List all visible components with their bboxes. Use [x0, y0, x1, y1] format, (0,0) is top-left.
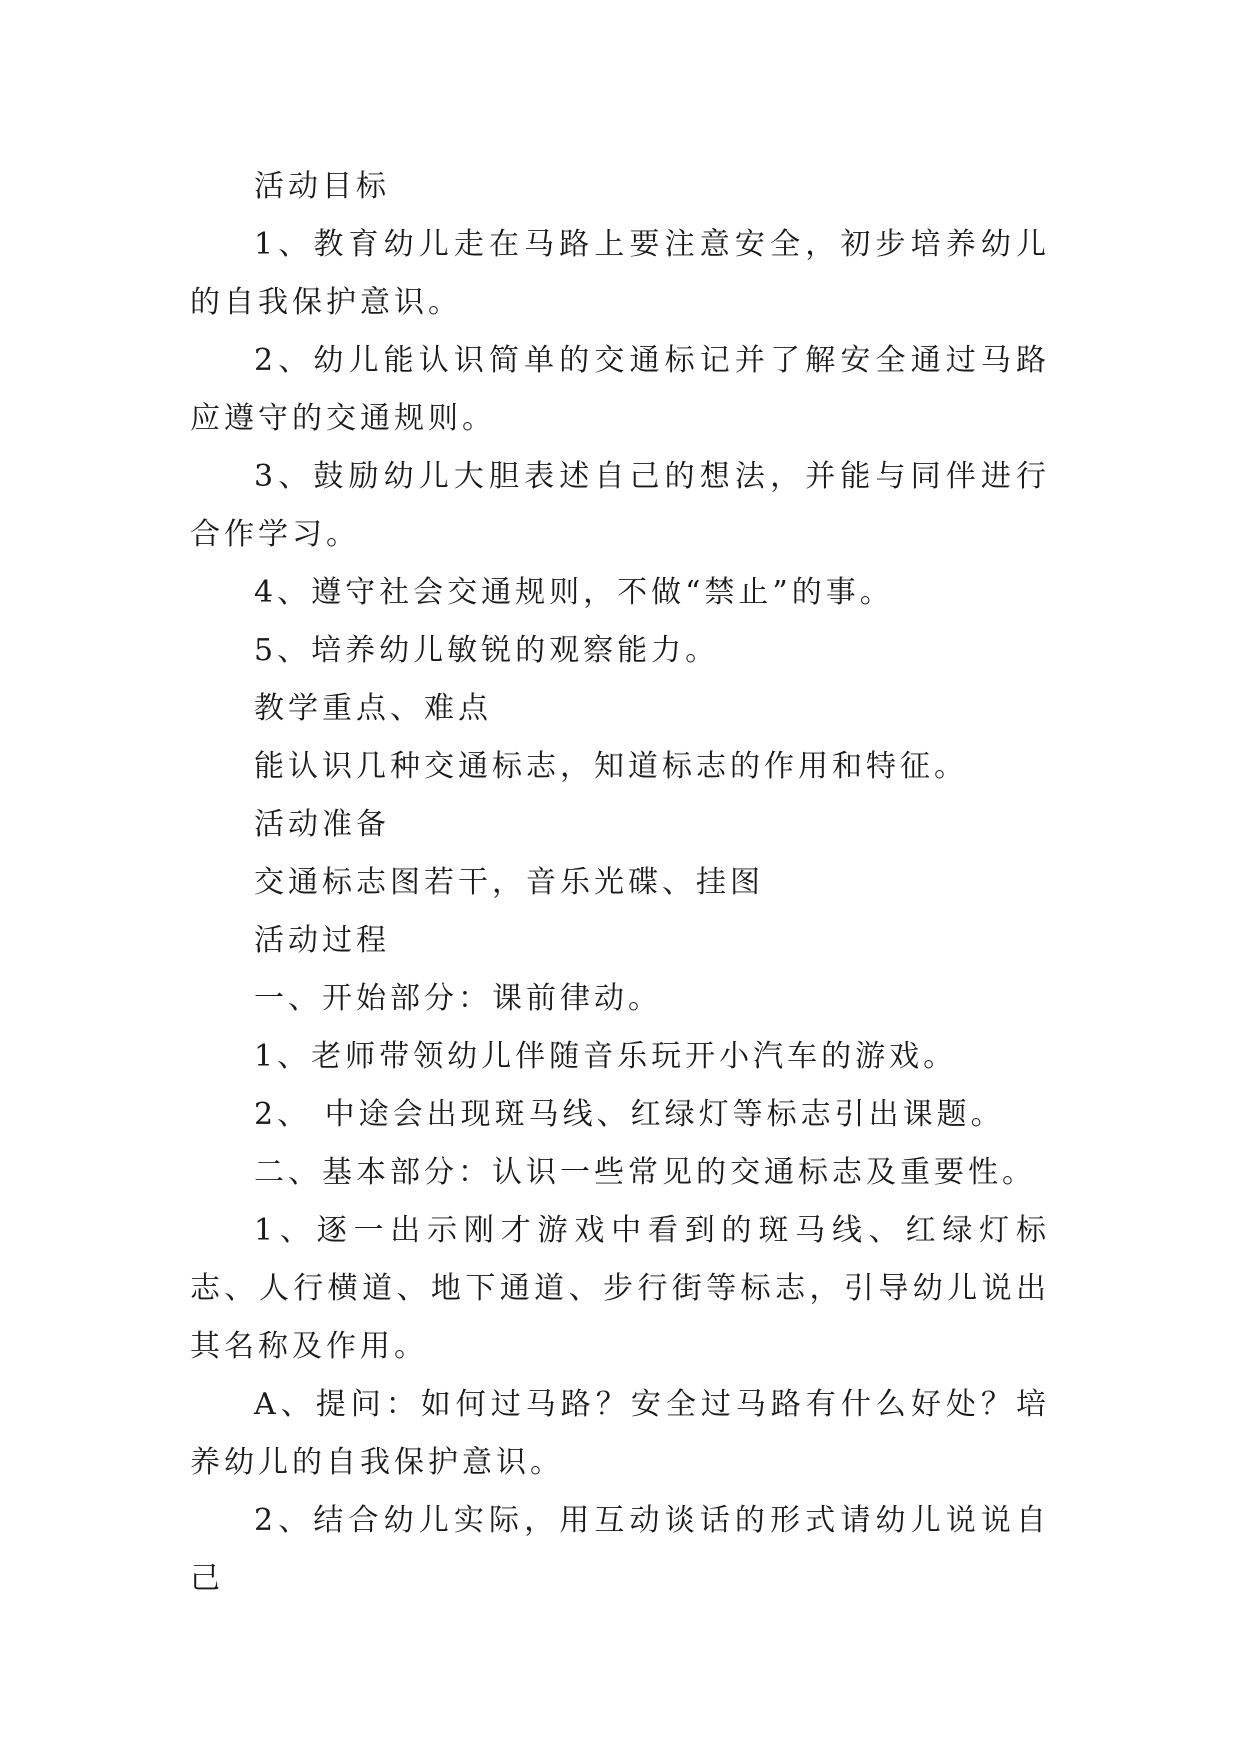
paragraph-goal-2: 2、幼儿能认识简单的交通标记并了解安全通过马路应遵守的交通规则。 [190, 343, 1050, 436]
paragraph-part-2-question-a: A、提问：如何过马路？安全过马路有什么好处？培养幼儿的自我保护意识。 [190, 1387, 1050, 1480]
section-heading-process: 活动过程 [254, 923, 390, 958]
section-heading-key-points: 教学重点、难点 [254, 691, 492, 726]
paragraph-part-1-step-2: 2、 中途会出现斑马线、红绿灯等标志引出课题。 [254, 1097, 1005, 1132]
paragraph-goal-1: 1、教育幼儿走在马路上要注意安全，初步培养幼儿的自我保护意识。 [190, 227, 1050, 320]
section-heading-preparation: 活动准备 [254, 807, 390, 842]
paragraph-goal-3: 3、鼓励幼儿大胆表述自己的想法，并能与同伴进行合作学习。 [190, 459, 1050, 552]
paragraph-part-1-title: 一、开始部分：课前律动。 [254, 981, 662, 1016]
paragraph-part-2-title: 二、基本部分：认识一些常见的交通标志及重要性。 [254, 1155, 1036, 1190]
document-body [190, 158, 1050, 1608]
paragraph-part-2-step-2: 2、结合幼儿实际，用互动谈话的形式请幼儿说说自己 [190, 1503, 1050, 1596]
section-heading-goals: 活动目标 [254, 169, 390, 204]
paragraph-goal-4: 4、遵守社会交通规则，不做“禁止”的事。 [254, 575, 894, 610]
paragraph-part-2-step-1: 1、逐一出示刚才游戏中看到的斑马线、红绿灯标志、人行横道、地下通道、步行街等标志，引导幼儿说出其名称及作用。 [190, 1213, 1050, 1364]
paragraph-key-points: 能认识几种交通标志，知道标志的作用和特征。 [254, 749, 968, 784]
paragraph-preparation: 交通标志图若干，音乐光碟、挂图 [254, 865, 764, 900]
paragraph-part-1-step-1: 1、老师带领幼儿伴随音乐玩开小汽车的游戏。 [254, 1039, 958, 1074]
paragraph-goal-5: 5、培养幼儿敏锐的观察能力。 [254, 633, 720, 668]
